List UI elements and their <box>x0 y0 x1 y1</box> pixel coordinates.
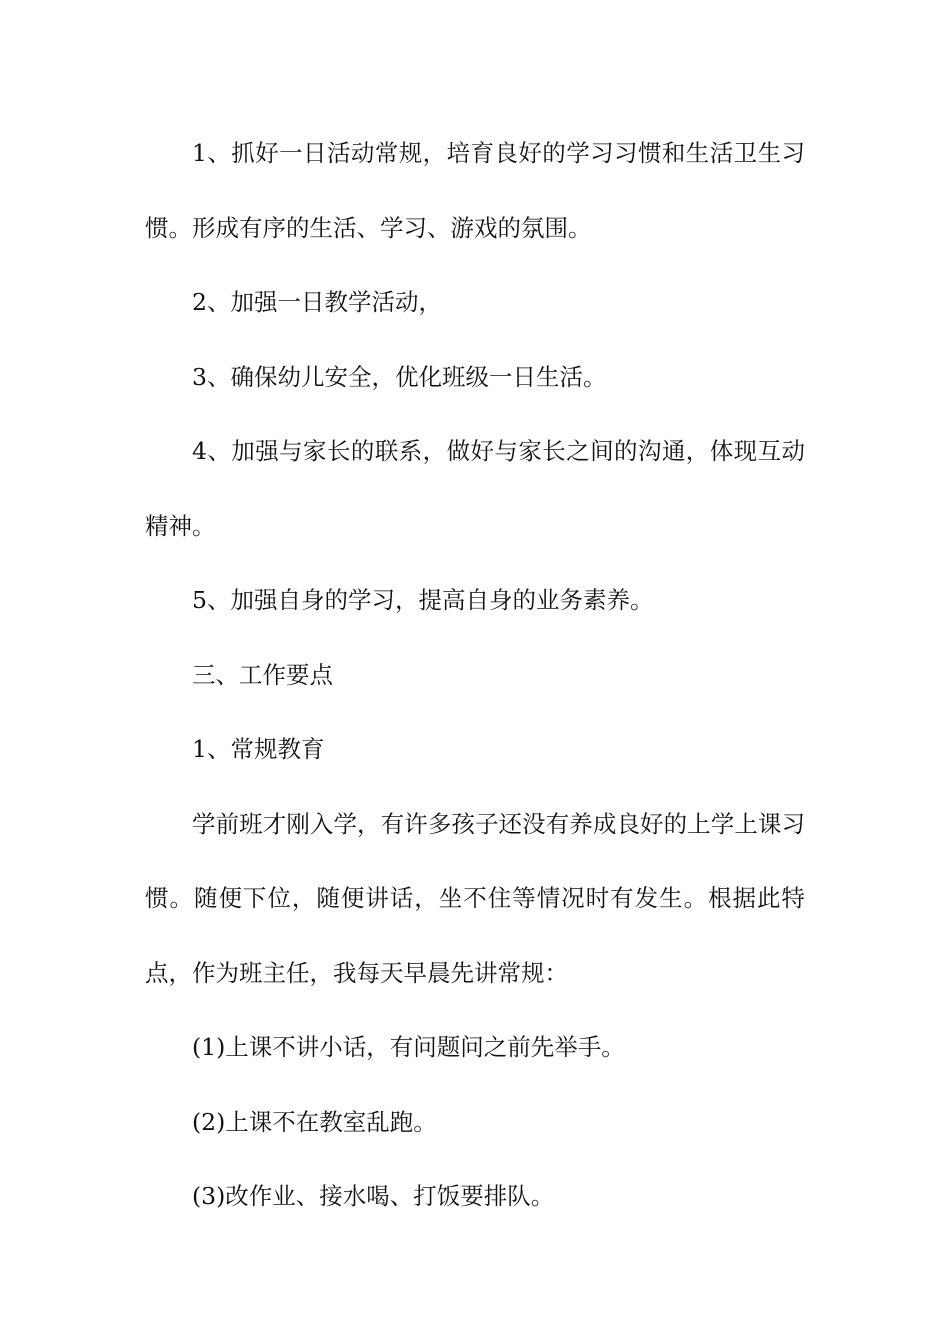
subheading-routine-education: 1、常规教育 <box>192 735 325 763</box>
paragraph-goal-3: 3、确保幼儿安全，优化班级一日生活。 <box>192 362 607 391</box>
document-body <box>145 116 805 1234</box>
rule-item-3: (3)改作业、接水喝、打饭要排队。 <box>192 1182 555 1210</box>
paragraph-goal-5: 5、加强自身的学习，提高自身的业务素养。 <box>192 586 654 614</box>
paragraph-routine-description: 学前班才刚入学，有许多孩子还没有养成良好的上学上课习惯。随便下位，随便讲话，坐不住等情况时有发生。根据此特点，作为班主任，我每天早晨先讲常规： <box>145 809 805 987</box>
paragraph-goal-1: 1、抓好一日活动常规，培育良好的学习习惯和生活卫生习惯。形成有序的生活、学习、游戏的氛围。 <box>145 139 805 242</box>
paragraph-goal-2: 2、加强一日教学活动， <box>192 288 442 316</box>
paragraph-goal-4: 4、加强与家长的联系，做好与家长之间的沟通，体现互动精神。 <box>145 437 805 540</box>
rule-item-2: (2)上课不在教室乱跑。 <box>192 1107 437 1136</box>
section-heading-work-points: 三、工作要点 <box>192 660 333 689</box>
rule-item-1: (1)上课不讲小话，有问题问之前先举手。 <box>192 1033 625 1061</box>
